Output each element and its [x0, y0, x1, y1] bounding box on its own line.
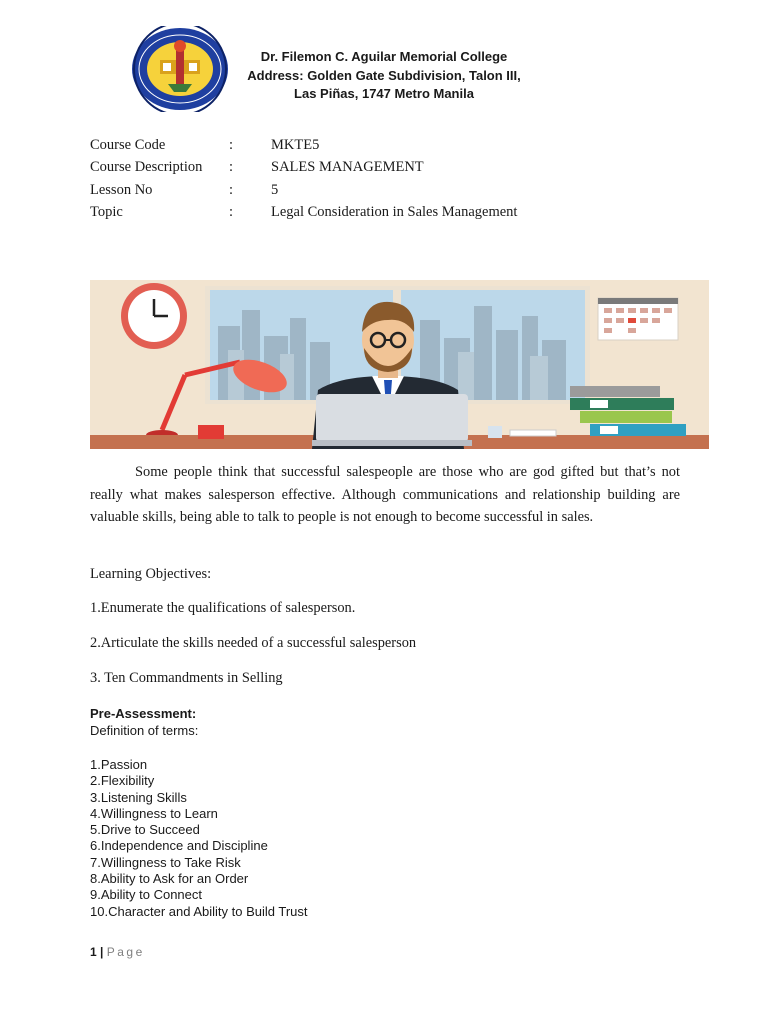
objective-item: 2.Articulate the skills needed of a successful salesperson — [90, 635, 417, 651]
course-description-value: SALES MANAGEMENT — [271, 159, 424, 176]
list-item: 6.Independence and Discipline — [90, 838, 268, 854]
course-description-label: Course Description — [90, 159, 203, 176]
course-code-value: MKTE5 — [271, 137, 320, 153]
list-item: 7.Willingness to Take Risk — [90, 854, 241, 870]
college-name: Dr. Filemon C. Aguilar Memorial College — [260, 49, 508, 64]
office-illustration — [90, 280, 709, 449]
intro-paragraph: Some people think that successful salespeople are those who are god gifted but that’s not really what makes salesperson effective. Although communications and relationship building are valuable skills, being able to talk to people is not enough to become successful in sales. — [90, 464, 680, 525]
page-number: 1 — [90, 945, 97, 959]
page-label: Page — [106, 945, 145, 959]
topic-label: Topic — [90, 203, 123, 220]
colon: : — [229, 159, 234, 176]
terms-list — [90, 757, 308, 920]
course-code-label: Course Code — [90, 137, 166, 153]
learning-objectives-title: Learning Objectives: — [90, 566, 212, 582]
college-address-line-1: Address: Golden Gate Subdivision, Talon III, — [247, 67, 521, 83]
objective-item: 1.Enumerate the qualifications of salesperson. — [90, 600, 356, 616]
pre-assessment-subtitle: Definition of terms: — [90, 723, 199, 738]
list-item: 3.Listening Skills — [90, 789, 187, 805]
colon: : — [229, 203, 234, 220]
list-item: 4.Willingness to Learn — [90, 805, 218, 821]
topic-value: Legal Consideration in Sales Management — [271, 203, 518, 220]
list-item: 2.Flexibility — [90, 773, 155, 789]
lesson-no-label: Lesson No — [90, 181, 153, 198]
list-item: 5.Drive to Succeed — [90, 822, 200, 838]
objective-item: 3. Ten Commandments in Selling — [90, 670, 283, 686]
colon: : — [229, 181, 234, 198]
lesson-no-value: 5 — [271, 181, 279, 198]
footer-separator: | — [100, 945, 104, 959]
list-item: 1.Passion — [90, 757, 148, 772]
college-header — [240, 48, 528, 104]
page-footer — [90, 945, 145, 959]
list-item: 10.Character and Ability to Build Trust — [90, 903, 308, 919]
list-item: 9.Ability to Connect — [90, 887, 203, 903]
colon: : — [229, 137, 234, 153]
college-seal-logo — [130, 26, 230, 112]
pre-assessment-title: Pre-Assessment: — [90, 706, 197, 721]
college-address-line-2: Las Piñas, 1747 Metro Manila — [294, 86, 474, 101]
list-item: 8.Ability to Ask for an Order — [90, 871, 249, 887]
